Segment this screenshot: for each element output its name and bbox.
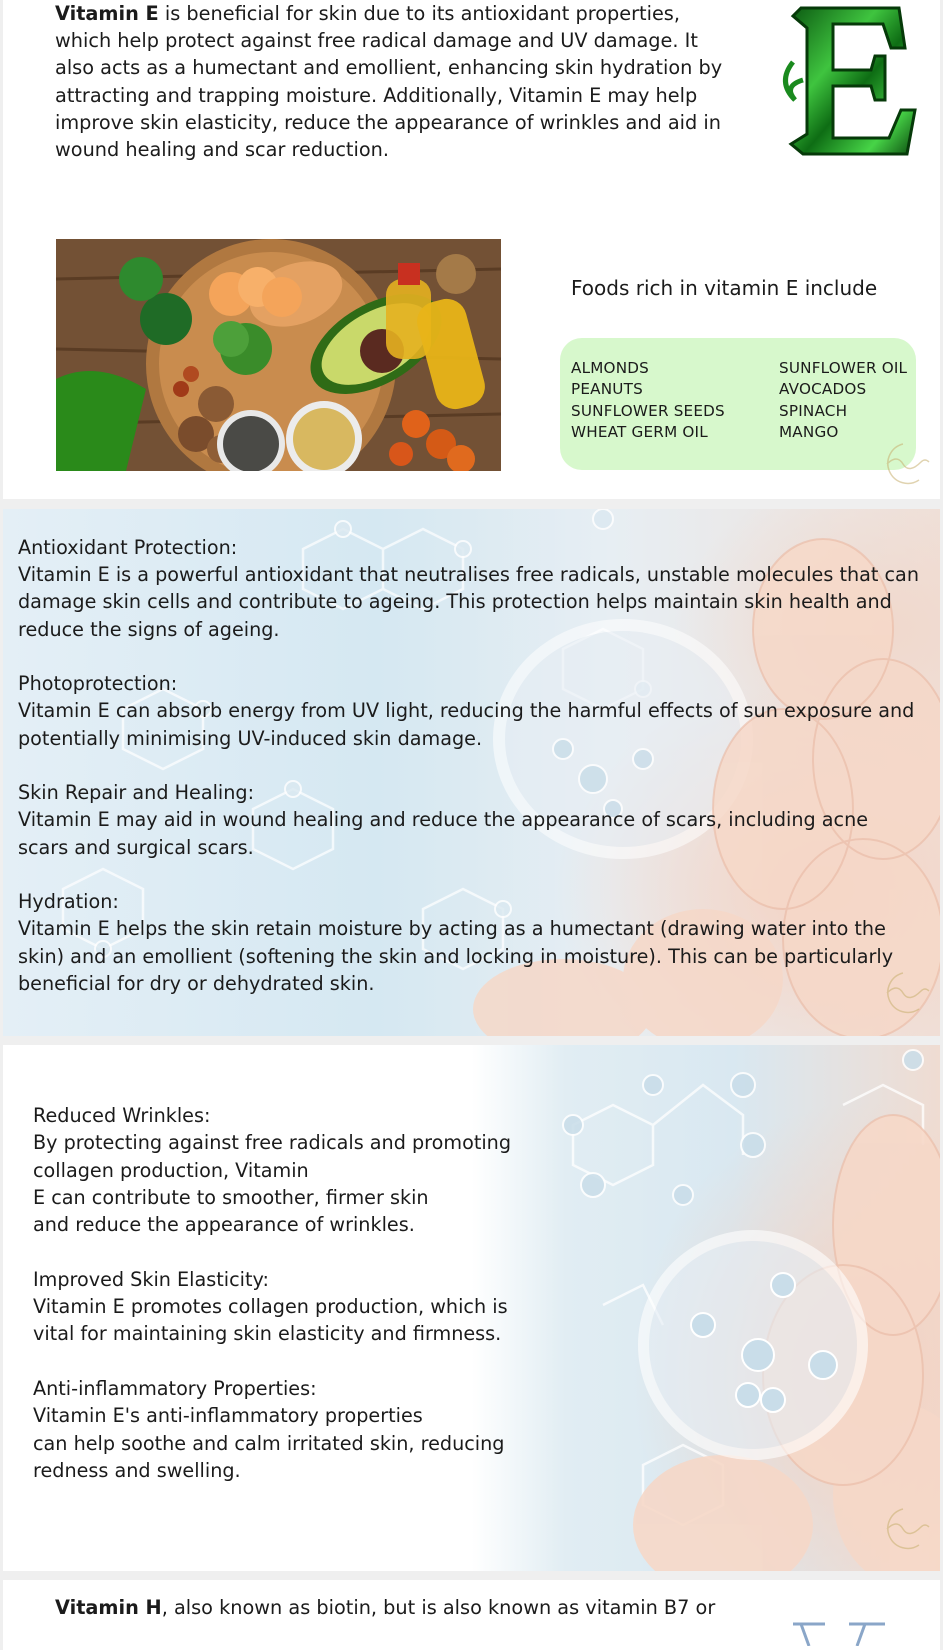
benefit-title: Antioxidant Protection: — [18, 536, 238, 559]
vitamin-h-letter-logo — [789, 1616, 899, 1646]
vitamin-e-benefits-panel-2 — [3, 1045, 940, 1571]
benefit-title: Photoprotection: — [18, 672, 178, 696]
foods-list-column-1 — [571, 358, 725, 444]
vitamin-e-intro-text — [55, 0, 735, 163]
signature-watermark — [873, 440, 933, 488]
benefit-text-line: vital for maintaining skin elasticity and firmness. — [33, 1322, 502, 1346]
benefit-text-line: Vitamin E's anti-inflammatory properties — [33, 1404, 423, 1428]
benefit-text-line: and reduce the appearance of wrinkles. — [33, 1213, 415, 1237]
foods-heading: Foods rich in vitamin E include — [571, 276, 878, 300]
benefits-list-2 — [33, 1102, 513, 1512]
vitamin-h-intro-rest: , also known as biotin, but is also known as vitamin B7 or — [161, 1596, 716, 1619]
benefit-title: Reduced Wrinkles: — [33, 1104, 211, 1127]
foods-list-box — [560, 338, 916, 470]
vitamin-h-intro-text — [55, 1594, 716, 1621]
vitamin-e-letter-logo — [773, 2, 919, 160]
vitamin-e-intro-card — [3, 0, 940, 499]
benefit-reduced-wrinkles — [33, 1102, 513, 1238]
foods-list-column-2 — [779, 358, 907, 444]
vitamin-e-intro-rest: is beneficial for skin due to its antioxidant properties, which help protect against free radical damage and UV damage. It also acts as a humectant and emollient, enhancing skin hydration by attracting and trapping moisture. Additionally, Vitamin E may help improve skin elasticity, reduce the appearance of wrinkles and aid in wound healing and scar reduction. — [55, 2, 723, 162]
benefit-title: Hydration: — [18, 890, 119, 914]
benefit-photoprotection — [18, 670, 923, 752]
benefit-text-line: can help soothe and calm irritated skin, reducing — [33, 1431, 505, 1455]
vitamin-e-intro-bold: Vitamin E — [55, 2, 159, 25]
food-item: SUNFLOWER OIL — [779, 359, 908, 377]
food-item: MANGO — [779, 423, 839, 442]
benefit-title: Skin Repair and Healing: — [18, 781, 255, 805]
vitamin-e-benefits-panel — [3, 509, 940, 1036]
benefit-title: Improved Skin Elasticity: — [33, 1267, 269, 1291]
food-item: AVOCADOS — [779, 380, 867, 399]
vitamin-e-foods-photo — [56, 239, 501, 471]
food-item: SUNFLOWER SEEDS — [571, 401, 725, 420]
vitamin-h-intro-card — [3, 1580, 940, 1650]
benefit-text-line: By protecting against free radicals and promoting — [33, 1131, 512, 1155]
signature-watermark — [873, 1505, 933, 1553]
benefit-antioxidant-protection — [18, 534, 923, 643]
benefits-list — [18, 534, 923, 1024]
benefit-text-line: redness and swelling. — [33, 1459, 241, 1483]
food-item: PEANUTS — [571, 380, 643, 399]
benefit-hydration — [18, 888, 923, 997]
benefit-text: Vitamin E can absorb energy from UV light, reducing the harmful effects of sun exposure and potentially minimising UV-induced skin damage. — [18, 699, 915, 750]
benefit-anti-inflammatory — [33, 1375, 513, 1484]
benefit-text-line: E can contribute to smoother, firmer skin — [33, 1185, 429, 1209]
benefit-skin-elasticity — [33, 1266, 513, 1348]
food-item: WHEAT GERM OIL — [571, 423, 708, 442]
benefit-text-line: Vitamin E promotes collagen production, which is — [33, 1295, 508, 1319]
signature-watermark — [873, 969, 933, 1017]
food-item: SPINACH — [779, 401, 848, 420]
benefit-text-line: collagen production, Vitamin — [33, 1158, 309, 1182]
benefit-text: Vitamin E helps the skin retain moisture by acting as a humectant (drawing water into the skin) and an emollient (softening the skin and locking in moisture). This can be particularly beneficial for dry or dehydrated skin. — [18, 917, 894, 995]
food-item: ALMONDS — [571, 359, 650, 377]
benefit-skin-repair — [18, 779, 923, 861]
vitamin-h-intro-bold: Vitamin H — [55, 1596, 162, 1619]
benefit-text: Vitamin E is a powerful antioxidant that neutralises free radicals, unstable molecules that can damage skin cells and contribute to ageing. This protection helps maintain skin health and reduce the signs of ageing. — [18, 563, 919, 641]
benefit-title: Anti-inflammatory Properties: — [33, 1377, 317, 1401]
benefit-text: Vitamin E may aid in wound healing and reduce the appearance of scars, including acne scars and surgical scars. — [18, 808, 869, 859]
